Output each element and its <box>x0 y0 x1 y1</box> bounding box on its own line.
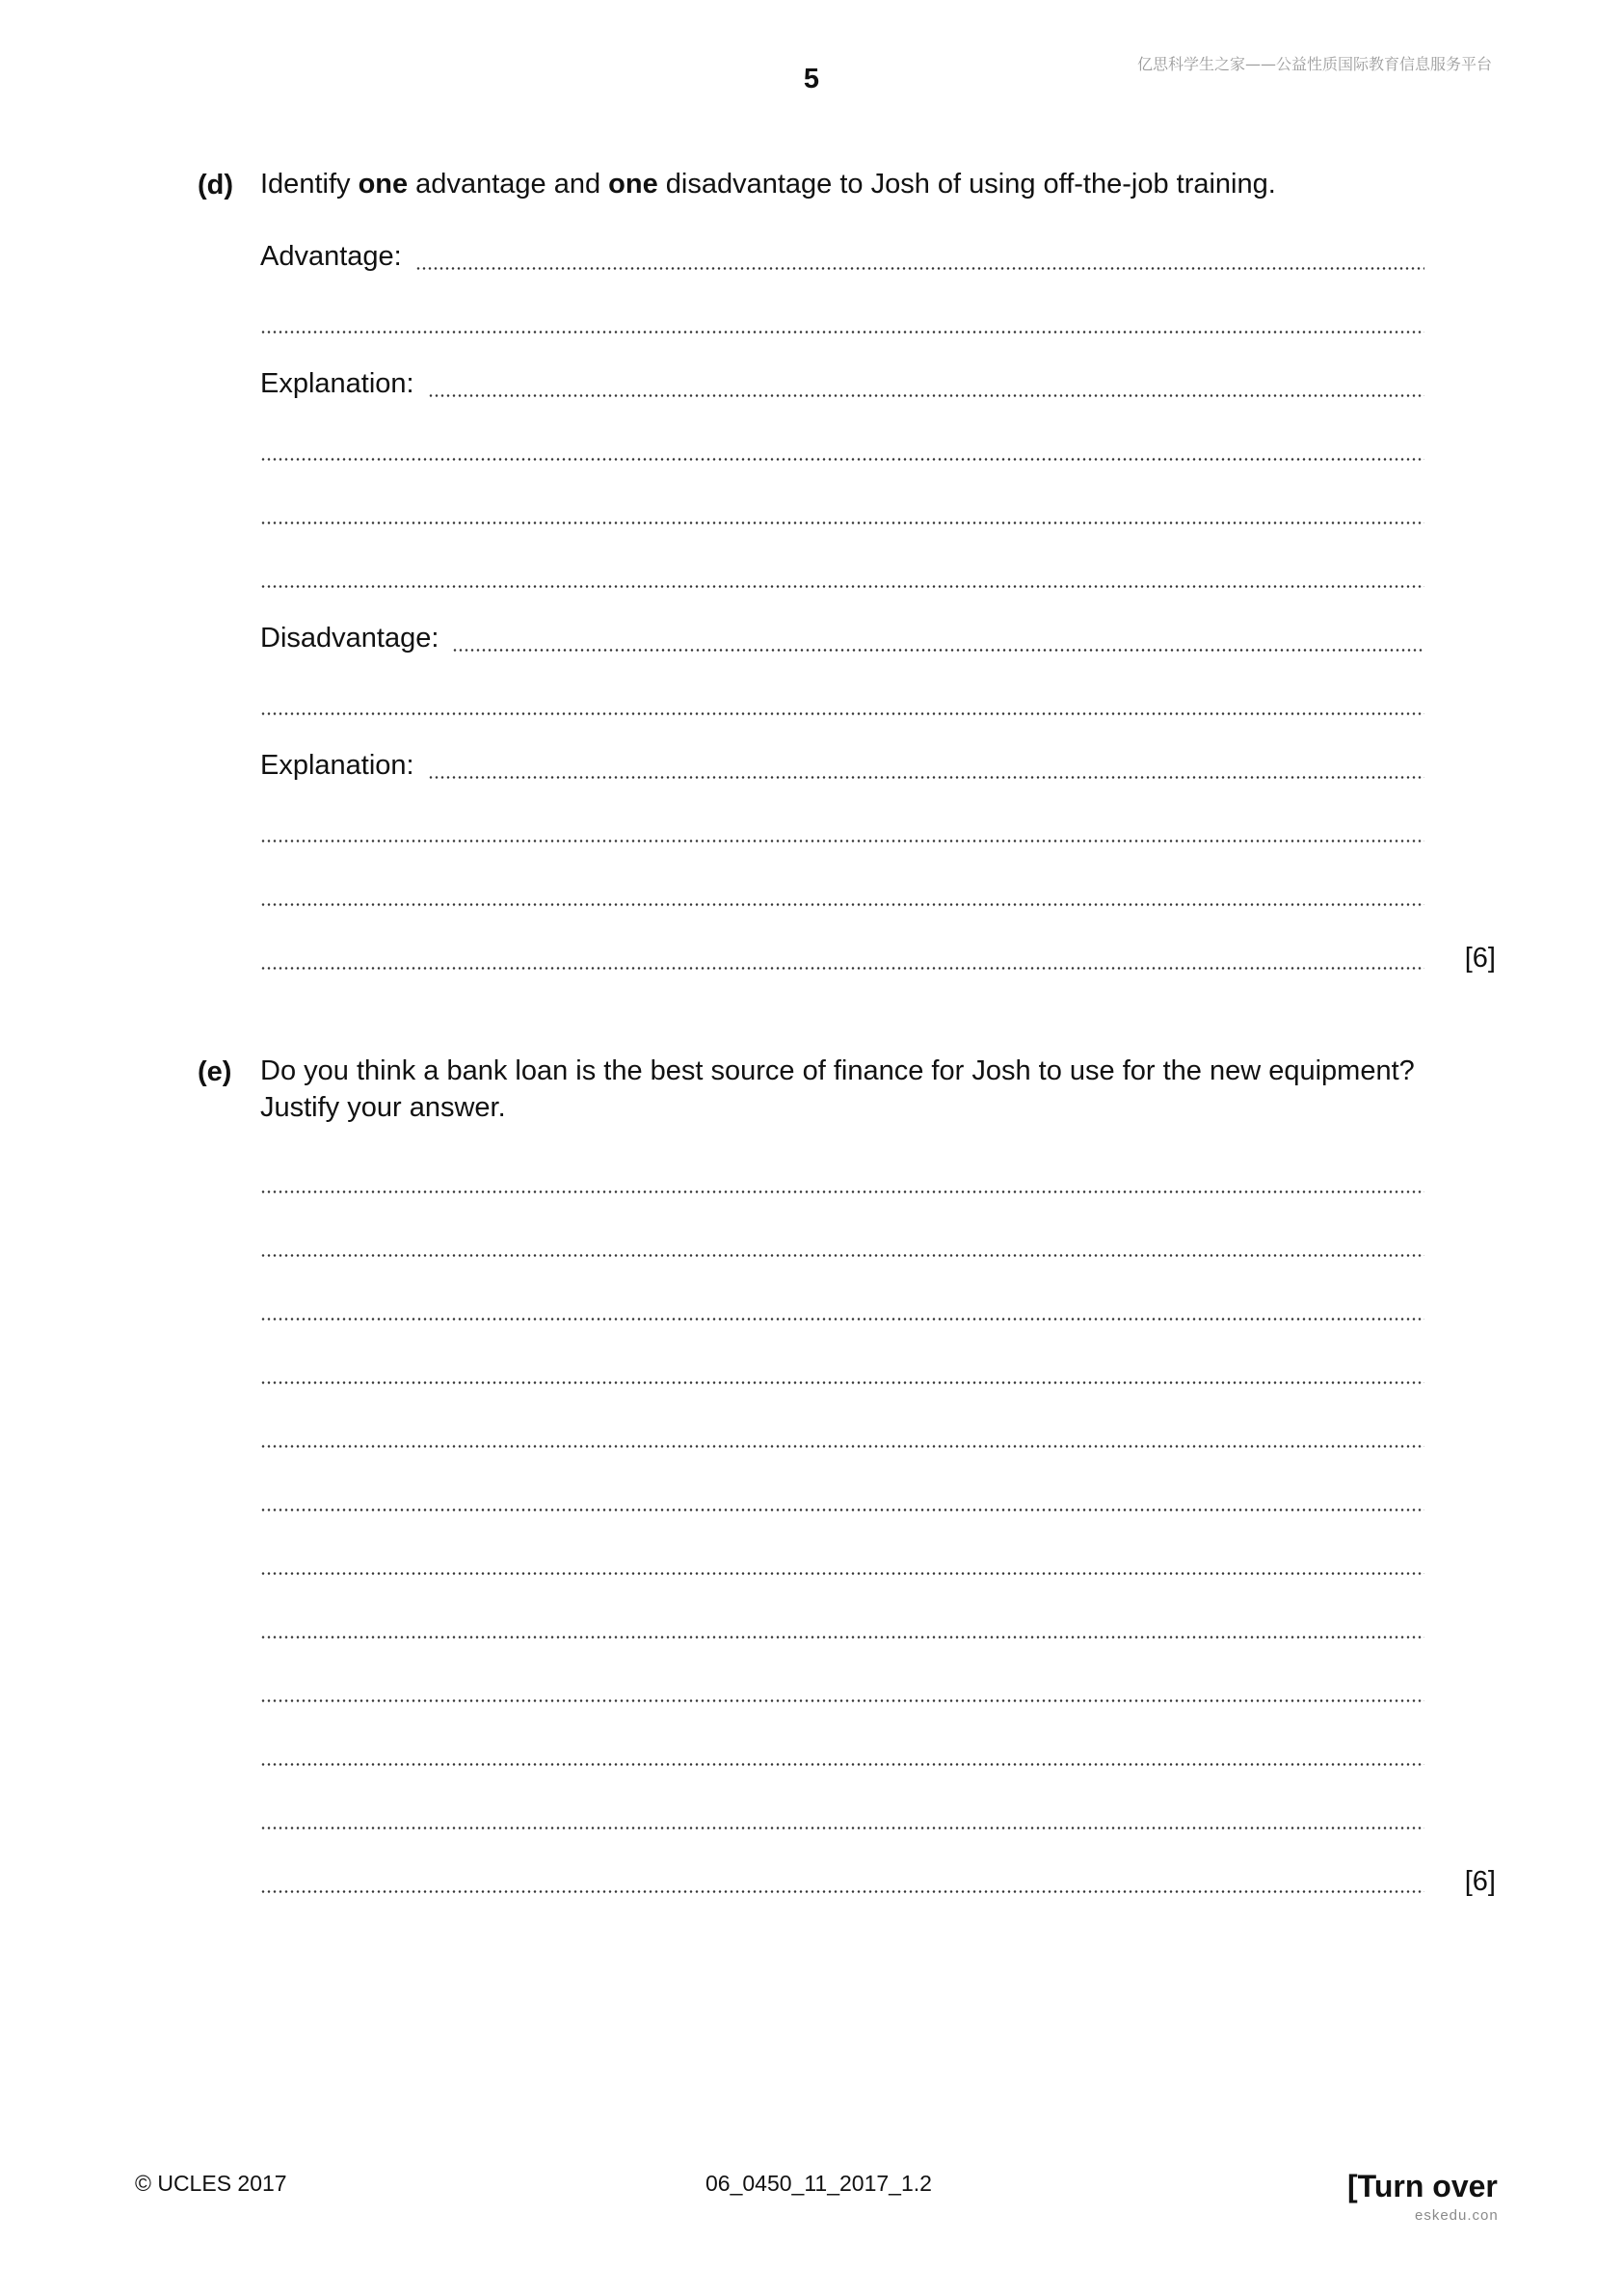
answer-line[interactable] <box>260 1164 1424 1201</box>
dotted-line <box>260 1318 1424 1321</box>
dotted-line <box>260 458 1424 461</box>
answer-line[interactable] <box>260 1546 1424 1583</box>
dotted-line <box>260 1763 1424 1766</box>
answer-line[interactable] <box>260 877 1424 914</box>
answer-line-explanation[interactable] <box>260 368 1424 405</box>
answer-line[interactable] <box>260 1737 1424 1774</box>
answer-line[interactable] <box>260 432 1424 468</box>
dotted-line <box>260 903 1424 906</box>
answer-line[interactable] <box>260 1864 1424 1901</box>
dotted-line <box>260 331 1424 334</box>
answer-line[interactable] <box>260 1673 1424 1710</box>
footer-paper-code: 06_0450_11_2017_1.2 <box>705 2171 932 2196</box>
answer-line[interactable] <box>260 1355 1424 1392</box>
dotted-line <box>260 1572 1424 1575</box>
answer-line[interactable] <box>260 941 1424 977</box>
disadvantage-label: Disadvantage: <box>260 623 439 654</box>
question-d-marks: [6] <box>1464 943 1496 974</box>
question-e-marks: [6] <box>1464 1866 1496 1897</box>
question-d-text-part: disadvantage to Josh of using off-the-job training. <box>657 169 1276 200</box>
dotted-line <box>260 1254 1424 1257</box>
footer-copyright: © UCLES 2017 <box>135 2171 287 2196</box>
dotted-line <box>428 776 1424 779</box>
dotted-line <box>260 1699 1424 1702</box>
explanation-label: Explanation: <box>260 368 414 399</box>
dotted-line <box>260 1381 1424 1384</box>
question-d-text-part: Identify <box>260 169 359 200</box>
answer-line-disadvantage[interactable] <box>260 623 1424 659</box>
dotted-line <box>260 1508 1424 1511</box>
dotted-line <box>452 649 1424 652</box>
answer-line[interactable] <box>260 1419 1424 1455</box>
answer-line-explanation[interactable] <box>260 750 1424 787</box>
dotted-line <box>260 1636 1424 1639</box>
footer-watermark: eskedu.con <box>1415 2207 1499 2224</box>
answer-line[interactable] <box>260 686 1424 723</box>
dotted-line <box>260 521 1424 524</box>
page-number: 5 <box>803 64 820 94</box>
dotted-line <box>260 840 1424 842</box>
dotted-line <box>260 1827 1424 1829</box>
dotted-line <box>260 712 1424 715</box>
explanation-label: Explanation: <box>260 750 414 781</box>
answer-line[interactable] <box>260 814 1424 850</box>
question-d-text-part: advantage and <box>408 169 609 200</box>
answer-line[interactable] <box>260 1801 1424 1837</box>
question-d-text <box>260 166 1276 202</box>
dotted-line <box>260 1190 1424 1193</box>
dotted-line <box>260 1890 1424 1893</box>
question-d-emphasis-one: one <box>608 169 658 200</box>
dotted-line <box>260 585 1424 588</box>
question-d-emphasis-one: one <box>358 169 409 200</box>
header-watermark: 亿思科学生之家——公益性质国际教育信息服务平台 <box>1137 55 1493 73</box>
question-e-text-line1: Do you think a bank loan is the best source of finance for Josh to use for the new equipment? <box>260 1055 1415 1086</box>
answer-line[interactable] <box>260 1228 1424 1265</box>
question-e-label: (e) <box>198 1056 232 1087</box>
advantage-label: Advantage: <box>260 241 402 272</box>
dotted-line <box>415 267 1424 270</box>
answer-line[interactable] <box>260 1482 1424 1519</box>
answer-line[interactable] <box>260 559 1424 596</box>
dotted-line <box>428 394 1424 397</box>
question-e-text-line2: Justify your answer. <box>260 1092 506 1123</box>
answer-line-advantage[interactable] <box>260 241 1424 278</box>
dotted-line <box>260 967 1424 970</box>
dotted-line <box>260 1445 1424 1448</box>
answer-line[interactable] <box>260 1610 1424 1646</box>
question-d-label: (d) <box>198 170 234 200</box>
answer-line[interactable] <box>260 495 1424 532</box>
turn-over-label: [Turn over <box>1347 2169 1498 2203</box>
answer-line[interactable] <box>260 1292 1424 1328</box>
answer-line[interactable] <box>260 305 1424 341</box>
